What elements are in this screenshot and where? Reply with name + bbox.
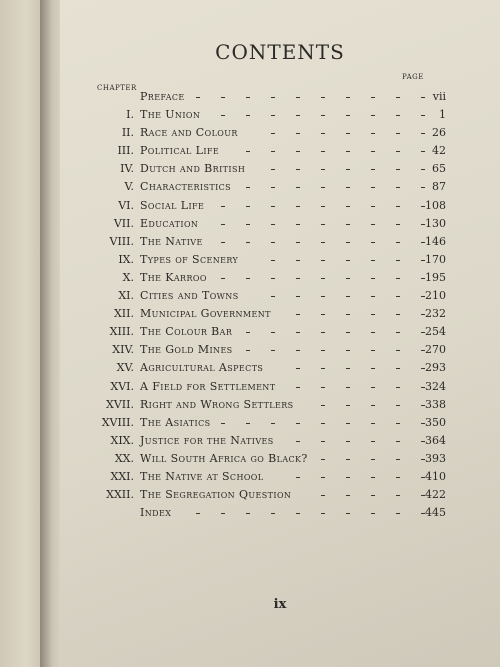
leader-dot: [296, 260, 300, 261]
leader-dot: [246, 278, 250, 279]
leader-dot: [271, 187, 275, 188]
leader-dot: [346, 495, 350, 496]
chapter-title: Preface: [140, 90, 185, 103]
leader-dot: [321, 206, 325, 207]
dot-leader: [140, 197, 432, 215]
leader-dot: [321, 278, 325, 279]
leader-dot: [321, 314, 325, 315]
leader-dot: [346, 477, 350, 478]
chapter-title: The Asiatics: [140, 415, 211, 429]
leader-dot: [396, 332, 400, 333]
chapter-number: XXII.: [106, 488, 134, 502]
leader-dot: [271, 97, 275, 98]
toc-entry: [60, 233, 500, 251]
leader-dot: [371, 151, 375, 152]
leader-dot: [346, 513, 350, 514]
leader-dot: [371, 242, 375, 243]
chapter-number: XV.: [116, 361, 134, 375]
chapter-number: XIX.: [110, 433, 134, 447]
leader-dot: [296, 206, 300, 207]
leader-dot: [396, 278, 400, 279]
toc-entry: [60, 359, 500, 377]
dot-leader: [140, 396, 432, 414]
chapter-column-label: CHAPTER: [97, 84, 137, 92]
dot-leader: [140, 486, 432, 504]
leader-dot: [371, 97, 375, 98]
chapter-number: II.: [121, 126, 134, 140]
leader-dot: [321, 459, 325, 460]
chapter-number: VI.: [118, 198, 134, 212]
toc-entry: [60, 432, 500, 450]
page-number: 338: [425, 397, 446, 411]
leader-dot: [296, 133, 300, 134]
chapter-title: Right and Wrong Settlers: [140, 397, 294, 411]
dot-leader: [140, 341, 432, 359]
chapter-number: XVII.: [106, 397, 134, 411]
dot-leader: [140, 106, 432, 124]
leader-dot: [246, 513, 250, 514]
leader-dot: [321, 387, 325, 388]
toc-entry: [60, 106, 500, 124]
toc-entry: [60, 486, 500, 504]
leader-dot: [396, 423, 400, 424]
page-number: 210: [425, 289, 446, 303]
chapter-number: VIII.: [109, 234, 134, 248]
leader-dot: [221, 97, 225, 98]
dot-leader: [140, 432, 432, 450]
page-number: vii: [432, 90, 446, 103]
toc-entry: [60, 378, 500, 396]
leader-dot: [321, 97, 325, 98]
dot-leader: [140, 178, 432, 196]
leader-dot: [396, 169, 400, 170]
leader-dot: [296, 242, 300, 243]
leader-dot: [371, 459, 375, 460]
leader-dot: [346, 97, 350, 98]
leader-dot: [371, 477, 375, 478]
leader-dot: [296, 296, 300, 297]
leader-dot: [346, 405, 350, 406]
leader-dot: [396, 513, 400, 514]
leader-dot: [396, 495, 400, 496]
leader-dot: [346, 350, 350, 351]
leader-dot: [296, 368, 300, 369]
leader-dot: [221, 242, 225, 243]
leader-dot: [221, 206, 225, 207]
leader-dot: [321, 151, 325, 152]
page-number: 293: [425, 361, 446, 375]
dot-leader: [140, 88, 432, 106]
leader-dot: [321, 242, 325, 243]
chapter-title: A Field for Settlement: [140, 379, 276, 393]
leader-dot: [321, 169, 325, 170]
page-number: 254: [425, 325, 446, 339]
leader-dot: [346, 423, 350, 424]
dot-leader: [140, 233, 432, 251]
page-column-label: PAGE: [402, 73, 424, 81]
leader-dot: [346, 133, 350, 134]
leader-dot: [296, 350, 300, 351]
chapter-title: The Karroo: [140, 270, 207, 284]
leader-dot: [321, 296, 325, 297]
chapter-number: XVI.: [110, 379, 134, 393]
toc-entry: [60, 504, 500, 522]
leader-dot: [221, 224, 225, 225]
leader-dot: [321, 115, 325, 116]
leader-dot: [346, 332, 350, 333]
page-number: 270: [425, 343, 446, 357]
toc-entry: [60, 450, 500, 468]
leader-dot: [271, 278, 275, 279]
leader-dot: [321, 133, 325, 134]
leader-dot: [296, 278, 300, 279]
leader-dot: [371, 350, 375, 351]
chapter-title: Characteristics: [140, 180, 232, 194]
toc-entry: [60, 396, 500, 414]
leader-dot: [246, 115, 250, 116]
page-number: 87: [432, 180, 446, 194]
page-number: 65: [432, 162, 446, 176]
leader-dot: [296, 224, 300, 225]
leader-dot: [321, 350, 325, 351]
leader-dot: [396, 97, 400, 98]
leader-dot: [371, 513, 375, 514]
dot-leader: [140, 450, 432, 468]
leader-dot: [296, 187, 300, 188]
leader-dot: [371, 169, 375, 170]
leader-dot: [221, 513, 225, 514]
chapter-title: Agricultural Aspects: [140, 361, 264, 375]
leader-dot: [346, 278, 350, 279]
chapter-number: XIII.: [109, 325, 134, 339]
chapter-number: XIV.: [112, 343, 134, 357]
leader-dot: [396, 242, 400, 243]
leader-dot: [371, 332, 375, 333]
page-number: 445: [425, 506, 446, 520]
chapter-title: Municipal Government: [140, 307, 271, 321]
leader-dot: [271, 296, 275, 297]
leader-dot: [396, 296, 400, 297]
page-number: 422: [425, 488, 446, 502]
chapter-number: I.: [126, 108, 134, 122]
chapter-title: Education: [140, 216, 199, 230]
dot-leader: [140, 504, 432, 522]
leader-dot: [271, 115, 275, 116]
dot-leader: [140, 269, 432, 287]
leader-dot: [371, 387, 375, 388]
dot-leader: [140, 414, 432, 432]
leader-dot: [371, 278, 375, 279]
leader-dot: [321, 368, 325, 369]
chapter-title: Justice for the Natives: [140, 433, 274, 447]
leader-dot: [396, 314, 400, 315]
dot-leader: [140, 124, 432, 142]
leader-dot: [246, 332, 250, 333]
leader-dot: [321, 187, 325, 188]
leader-dot: [371, 133, 375, 134]
leader-dot: [396, 224, 400, 225]
leader-dot: [346, 206, 350, 207]
leader-dot: [221, 278, 225, 279]
chapter-title: The Segregation Question: [140, 488, 292, 502]
page-number: 350: [425, 415, 446, 429]
dot-leader: [140, 305, 432, 323]
toc-entry: [60, 323, 500, 341]
leader-dot: [371, 260, 375, 261]
leader-dot: [396, 441, 400, 442]
leader-dot: [346, 459, 350, 460]
leader-dot: [196, 513, 200, 514]
toc-entry: [60, 124, 500, 142]
leader-dot: [396, 405, 400, 406]
leader-dot: [346, 169, 350, 170]
leader-dot: [371, 495, 375, 496]
leader-dot: [321, 495, 325, 496]
chapter-number: XII.: [113, 307, 134, 321]
chapter-number: III.: [117, 144, 134, 158]
leader-dot: [321, 224, 325, 225]
leader-dot: [346, 314, 350, 315]
leader-dot: [346, 260, 350, 261]
leader-dot: [296, 97, 300, 98]
page-folio: ix: [273, 597, 287, 612]
chapter-number: IV.: [120, 162, 134, 176]
leader-dot: [296, 423, 300, 424]
leader-dot: [246, 206, 250, 207]
leader-dot: [371, 115, 375, 116]
leader-dot: [321, 260, 325, 261]
leader-dot: [246, 97, 250, 98]
page-number: 26: [432, 126, 446, 140]
leader-dot: [246, 242, 250, 243]
leader-dot: [271, 169, 275, 170]
toc-entry: [60, 142, 500, 160]
leader-dot: [346, 187, 350, 188]
leader-dot: [371, 206, 375, 207]
leader-dot: [271, 151, 275, 152]
leader-dot: [271, 133, 275, 134]
leader-dot: [396, 260, 400, 261]
chapter-title: The Native at School: [140, 469, 264, 483]
leader-dot: [371, 224, 375, 225]
dot-leader: [140, 378, 432, 396]
toc-entry: [60, 197, 500, 215]
chapter-number: VII.: [113, 216, 134, 230]
leader-dot: [246, 224, 250, 225]
chapter-title: The Gold Mines: [140, 343, 233, 357]
dot-leader: [140, 323, 432, 341]
dot-leader: [140, 251, 432, 269]
chapter-number: XI.: [118, 289, 134, 303]
leader-dot: [371, 423, 375, 424]
leader-dot: [346, 441, 350, 442]
leader-dot: [296, 441, 300, 442]
toc-entry: [60, 269, 500, 287]
chapter-title: Cities and Towns: [140, 289, 239, 303]
toc-entry: [60, 287, 500, 305]
toc-entry: [60, 88, 500, 106]
dot-leader: [140, 142, 432, 160]
page-number: 146: [425, 234, 446, 248]
leader-dot: [296, 387, 300, 388]
leader-dot: [271, 423, 275, 424]
dot-leader: [140, 287, 432, 305]
leader-dot: [371, 368, 375, 369]
leader-dot: [296, 477, 300, 478]
leader-dot: [321, 441, 325, 442]
chapter-number: XVIII.: [101, 415, 134, 429]
chapter-title: The Native: [140, 234, 203, 248]
chapter-number: XX.: [114, 451, 134, 465]
chapter-title: The Colour Bar: [140, 325, 233, 339]
chapter-number: XXI.: [110, 469, 134, 483]
chapter-title: Will South Africa go Black?: [140, 451, 308, 465]
chapter-title: The Union: [140, 108, 201, 122]
page-number: 364: [425, 433, 446, 447]
toc-entry: [60, 414, 500, 432]
page-number: 410: [425, 469, 446, 483]
toc-entry: [60, 178, 500, 196]
leader-dot: [346, 115, 350, 116]
leader-dot: [296, 115, 300, 116]
leader-dot: [221, 423, 225, 424]
toc-entry: [60, 160, 500, 178]
leader-dot: [396, 151, 400, 152]
toc-list: [60, 88, 500, 522]
leader-dot: [396, 459, 400, 460]
page-number: 1: [439, 108, 446, 122]
page-number: 130: [425, 216, 446, 230]
leader-dot: [196, 97, 200, 98]
chapter-title: Social Life: [140, 198, 205, 212]
leader-dot: [346, 151, 350, 152]
leader-dot: [321, 477, 325, 478]
leader-dot: [271, 513, 275, 514]
leader-dot: [296, 151, 300, 152]
facing-page-edge: [0, 0, 44, 667]
leader-dot: [246, 423, 250, 424]
leader-dot: [396, 187, 400, 188]
leader-dot: [346, 296, 350, 297]
leader-dot: [396, 206, 400, 207]
leader-dot: [321, 332, 325, 333]
leader-dot: [296, 513, 300, 514]
leader-dot: [246, 151, 250, 152]
dot-leader: [140, 215, 432, 233]
leader-dot: [246, 350, 250, 351]
toc-entry: [60, 468, 500, 486]
leader-dot: [271, 224, 275, 225]
leader-dot: [221, 115, 225, 116]
leader-dot: [321, 423, 325, 424]
page-number: 170: [425, 252, 446, 266]
page-number: 232: [425, 307, 446, 321]
page-number: 195: [425, 270, 446, 284]
contents-page: [60, 0, 500, 667]
chapter-number: V.: [124, 180, 134, 194]
leader-dot: [346, 242, 350, 243]
leader-dot: [371, 405, 375, 406]
leader-dot: [371, 187, 375, 188]
leader-dot: [346, 224, 350, 225]
chapter-title: Types of Scenery: [140, 252, 239, 266]
page-title: CONTENTS: [215, 40, 345, 64]
toc-entry: [60, 251, 500, 269]
leader-dot: [396, 477, 400, 478]
chapter-title: Index: [140, 506, 172, 520]
leader-dot: [396, 368, 400, 369]
leader-dot: [246, 187, 250, 188]
leader-dot: [371, 441, 375, 442]
leader-dot: [346, 368, 350, 369]
dot-leader: [140, 160, 432, 178]
dot-leader: [140, 468, 432, 486]
leader-dot: [396, 387, 400, 388]
leader-dot: [296, 314, 300, 315]
leader-dot: [296, 169, 300, 170]
leader-dot: [271, 260, 275, 261]
chapter-title: Dutch and British: [140, 162, 246, 176]
leader-dot: [321, 513, 325, 514]
toc-entry: [60, 305, 500, 323]
page-number: 393: [425, 451, 446, 465]
chapter-number: IX.: [118, 252, 134, 266]
leader-dot: [271, 332, 275, 333]
leader-dot: [396, 115, 400, 116]
leader-dot: [396, 350, 400, 351]
leader-dot: [271, 242, 275, 243]
leader-dot: [346, 387, 350, 388]
page-number: 324: [425, 379, 446, 393]
leader-dot: [396, 133, 400, 134]
toc-entry: [60, 215, 500, 233]
page-number: 108: [425, 198, 446, 212]
chapter-number: X.: [122, 270, 134, 284]
leader-dot: [371, 314, 375, 315]
leader-dot: [271, 206, 275, 207]
chapter-title: Race and Colour: [140, 126, 238, 140]
leader-dot: [371, 296, 375, 297]
chapter-title: Political Life: [140, 144, 220, 158]
dot-leader: [140, 359, 432, 377]
leader-dot: [321, 405, 325, 406]
leader-dot: [296, 332, 300, 333]
leader-dot: [271, 350, 275, 351]
toc-entry: [60, 341, 500, 359]
page-number: 42: [432, 144, 446, 158]
